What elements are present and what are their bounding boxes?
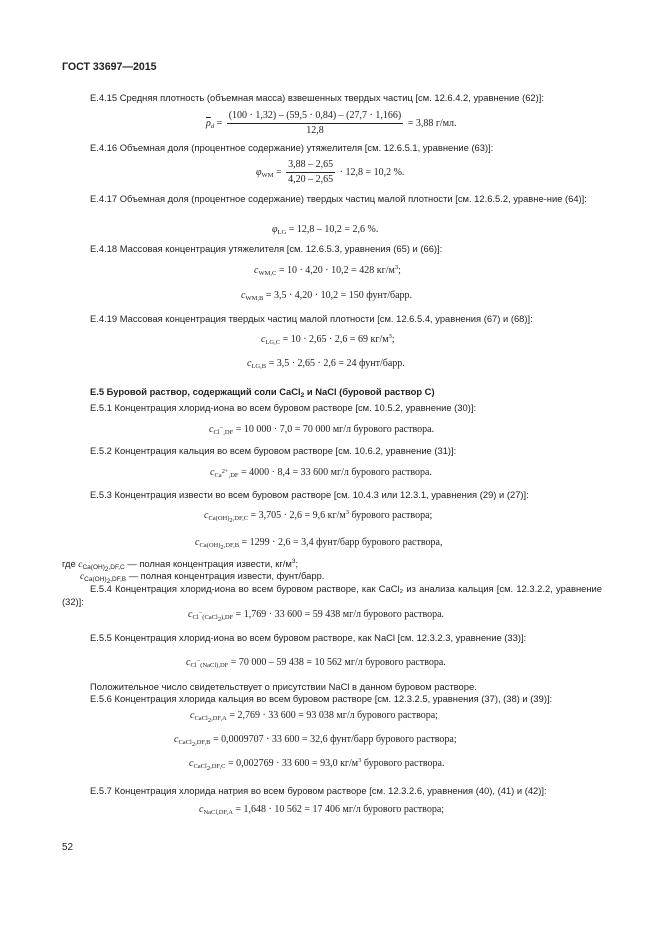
fraction-denominator: 12,8 <box>306 125 324 136</box>
formula-sub: Ca(OH) <box>199 542 221 549</box>
formula-result: = 3,88 г/мл. <box>407 117 457 129</box>
formula-e4-19-b <box>247 358 405 370</box>
where-symbol: c <box>80 572 85 582</box>
heading-part: и NaCl (буровой раствор C) <box>304 386 435 397</box>
formula-lhs-symbol: c <box>241 290 246 301</box>
paragraph-e4-16: E.4.16 Объемная доля (процентное содержание) утяжелителя [см. 12.6.5.1, уравнение (63)]: <box>90 142 494 153</box>
formula-lhs-symbol: c <box>199 804 204 815</box>
paragraph-e4-19: E.4.19 Массовая концентрация твердых частиц малой плотности [см. 12.6.5.4, уравнения (67) и (68)]: <box>90 313 533 324</box>
paragraph-e4-17: E.4.17 Объемная доля (процентное содержание) твердых частиц малой плотности [см. 12.6.5.2, уравне-ние (64)]: <box>90 193 587 204</box>
formula-sub: ,DF <box>228 472 239 479</box>
formula-sub: ,DF,C <box>108 564 125 571</box>
paragraph-e4-15: E.4.15 Средняя плотность (объемная масса) взвешенных твердых частиц [см. 12.6.4.2, уравнение (62)]: <box>90 92 544 103</box>
paragraph-e5-5: E.5.5 Концентрация хлорид-иона во всем буровом растворе, как NaCl [см. 12.3.2.3, уравнение (33)]: <box>90 632 527 643</box>
formula-sub: NaCl,DF,A <box>203 809 233 816</box>
formula-end: бурового раствора. <box>361 758 445 769</box>
formula-end: ; <box>391 334 395 345</box>
formula-e5-6-a <box>190 710 438 722</box>
formula-sub: (CaCl <box>202 614 218 621</box>
section-heading-e5 <box>90 386 435 398</box>
heading-sub: 2 <box>300 392 305 399</box>
formula-rhs: = 3,5 · 4,20 · 10,2 = 150 фунт/барр. <box>265 290 413 301</box>
fraction-numerator: 3,88 – 2,65 <box>286 159 335 173</box>
formula-sub: 2 <box>191 741 196 748</box>
formula-rhs: = 4000 · 8,4 = 33 600 мг/л бурового раствора. <box>241 467 432 478</box>
formula-sub: ,DF <box>223 429 234 436</box>
formula-sub: 2 <box>217 616 222 623</box>
formula-e5-1 <box>209 424 434 436</box>
formula-e4-17 <box>272 224 378 236</box>
formula-e4-15: $\overline{\rho}_d$ = $\frac{(100 \cdot 1,32) - (59,5 \cdot 0,84) - (27,7 \cdot 1,166)}{12,8}$ = 3,88 г/мл. <box>206 110 457 136</box>
formula-sub: Cl <box>190 662 197 669</box>
formula-rhs: = 1,648 · 10 562 = 17 406 мг/л бурового раствора; <box>235 804 445 815</box>
formula-sub: ,DF,A <box>211 715 227 722</box>
paragraph-e5-3: E.5.3 Концентрация извести во всем буровом растворе [см. 10.4.3 или 12.3.1, уравнения (29) и (27)]: <box>90 489 529 500</box>
formula-lhs-symbol: $\overline{\rho}$ <box>206 117 211 129</box>
formula-rhs: = 70 000 – 59 438 = 10 562 мг/л бурового раствора. <box>230 657 446 668</box>
formula-rhs: = 2,769 · 33 600 = 93 038 мг/л бурового раствора; <box>229 710 438 721</box>
formula-lhs-symbol: c <box>190 710 195 721</box>
formula-fraction <box>286 159 335 186</box>
formula-lhs-symbol: c <box>188 609 193 620</box>
formula-lhs-sub: LG,B <box>251 363 267 370</box>
formula-lhs-sub: LG,C <box>265 339 281 346</box>
formula-lhs-symbol: c <box>210 467 215 478</box>
formula-sub: CaCl <box>178 739 192 746</box>
formula-sub: Cl <box>213 429 220 436</box>
formula-e4-18-b <box>241 290 412 302</box>
heading-part: E.5 Буровой раствор, содержащий соли CaCl <box>90 386 301 397</box>
formula-result: · 12,8 = 10,2 %. <box>339 166 405 178</box>
where-sup: 3 <box>291 558 296 565</box>
formula-sup: 3 <box>358 757 362 764</box>
formula-e5-6-b <box>174 734 457 746</box>
formula-end: ; <box>398 265 401 276</box>
formula-sub: Ca(OH) <box>84 576 107 583</box>
formula-sub: 2 <box>206 765 211 772</box>
formula-rhs: = 0,002769 · 33 600 = 93,0 кг/м <box>227 758 359 769</box>
formula-lhs-sub: WM,B <box>245 295 264 302</box>
where-line-2 <box>80 570 324 583</box>
where-text: — полная концентрация извести, фунт/барр. <box>126 570 325 581</box>
formula-fraction <box>227 110 403 137</box>
formula-lhs-symbol: c <box>189 758 194 769</box>
formula-e5-3-c <box>204 510 432 522</box>
formula-sub: 2 <box>229 517 233 524</box>
fraction-numerator: (100 · 1,32) – (59,5 · 0,84) – (27,7 · 1,166) <box>227 110 403 124</box>
formula-sub: Ca <box>214 472 222 479</box>
formula-e5-6-c <box>189 758 444 770</box>
formula-lhs-symbol: c <box>195 537 200 548</box>
formula-lhs-symbol: c <box>261 334 266 345</box>
formula-rhs: = 1299 · 2,6 = 3,4 фунт/барр бурового раствора, <box>241 537 443 548</box>
formula-lhs-sub: WM,C <box>258 270 277 277</box>
formula-sub-sup: − <box>219 425 224 432</box>
formula-lhs-symbol: c <box>186 657 191 668</box>
formula-lhs-symbol: c <box>174 734 179 745</box>
formula-sub: ),DF <box>221 614 234 621</box>
formula-rhs: = 0,0009707 · 33 600 = 32,6 фунт/барр бурового раствора; <box>212 734 457 745</box>
formula-sub-sup: 2+ <box>221 468 229 475</box>
formula-sub: ,DF,B <box>195 739 211 746</box>
formula-lhs-symbol: φ <box>256 166 262 178</box>
formula-sub: 2 <box>104 566 109 573</box>
formula-e4-19-c <box>261 334 395 346</box>
formula-e5-2 <box>210 467 432 479</box>
formula-lhs-symbol: c <box>247 358 252 369</box>
where-prefix: где <box>62 558 79 569</box>
formula-lhs-symbol: c <box>254 265 259 276</box>
paragraph-e5-1: E.5.1 Концентрация хлорид-иона во всем буровом растворе [см. 10.5.2, уравнение (30)]: <box>90 402 477 413</box>
formula-sub-sup: − <box>198 610 203 617</box>
formula-e4-18-c <box>254 265 401 277</box>
where-symbol: c <box>78 560 83 570</box>
formula-lhs-symbol: c <box>204 510 209 521</box>
where-text: — полная концентрация извести, кг/м <box>124 558 292 569</box>
formula-lhs-sub: WM <box>261 171 274 179</box>
formula-sub: ,DF,C <box>210 763 226 770</box>
note-paragraph: Положительное число свидетельствует о присутствии NaCl в данном буровом растворе. <box>90 681 477 692</box>
formula-sub: Ca(OH) <box>82 564 105 571</box>
formula-sub: 2 <box>220 544 224 551</box>
formula-lhs-symbol: c <box>209 424 214 435</box>
formula-sub: CaCl <box>193 763 207 770</box>
formula-sub: (NaCl),DF <box>200 662 229 669</box>
formula-e4-16: $\varphi_{WM}$ = $\frac{3,88 - 2,65}{4,20 - 2,65}$ · 12,8 = 10,2 %. <box>256 159 405 185</box>
formula-sub: 2 <box>106 578 111 585</box>
paragraph-e5-7: E.5.7 Концентрация хлорида натрия во всем буровом растворе [см. 12.3.2.6, уравнения (40), (41) и (42)]: <box>90 785 547 796</box>
formula-sup: 3 <box>394 264 399 271</box>
formula-sub: CaCl <box>194 715 208 722</box>
formula-rhs: = 1,769 · 33 600 = 59 438 мг/л бурового раствора. <box>235 609 445 620</box>
formula-sub-sup: − <box>196 658 201 665</box>
formula-e5-5 <box>186 657 446 669</box>
paragraph-e4-18: E.4.18 Массовая концентрация утяжелителя [см. 12.6.5.3, уравнения (65) и (66)]: <box>90 243 443 254</box>
formula-e5-7 <box>199 804 444 816</box>
formula-lhs-sub: LG <box>277 229 287 236</box>
formula-e5-4 <box>188 609 444 621</box>
formula-rhs: = 12,8 – 10,2 = 2,6 %. <box>288 224 379 235</box>
paragraph-e5-4: E.5.4 Концентрация хлорид-иона во всем буровом растворе, как CaCl₂ из анализа кальция [см. 12.3.2.2, уравнение (32)]: <box>62 583 602 607</box>
formula-sub: Ca(OH) <box>208 515 230 522</box>
formula-lhs-sub: d <box>210 122 215 130</box>
formula-sup: 3 <box>345 509 349 516</box>
document-header: ГОСТ 33697—2015 <box>62 61 157 73</box>
page-number: 52 <box>62 842 74 853</box>
formula-sub: ,DF,B <box>110 576 127 583</box>
formula-rhs: = 10 · 2,65 · 2,6 = 69 кг/м <box>282 334 389 345</box>
formula-sub: Cl <box>192 614 199 621</box>
where-end: ; <box>295 558 299 569</box>
paragraph-e5-2: E.5.2 Концентрация кальция во всем буровом растворе [см. 10.6.2, уравнение (31)]: <box>90 445 457 456</box>
formula-rhs: = 10 000 · 7,0 = 70 000 мг/л бурового раствора. <box>235 424 435 435</box>
formula-sub: ,DF,C <box>232 515 249 522</box>
formula-sub: 2 <box>207 717 212 724</box>
formula-rhs: = 3,5 · 2,65 · 2,6 = 24 фунт/барр. <box>268 358 405 369</box>
formula-lhs-symbol: φ <box>272 224 278 235</box>
formula-rhs: = 3,705 · 2,6 = 9,6 кг/м <box>250 510 346 521</box>
formula-end: бурового раствора; <box>348 510 433 521</box>
fraction-denominator: 4,20 – 2,65 <box>288 174 334 185</box>
paragraph-e5-6: E.5.6 Концентрация хлорида кальция во всем буровом растворе [см. 12.3.2.5, уравнения (37), (38) и (39)]: <box>90 693 553 704</box>
formula-rhs: = 10 · 4,20 · 10,2 = 428 кг/м <box>278 265 395 276</box>
formula-sup: 3 <box>388 333 392 340</box>
formula-sub: ,DF,B <box>223 542 240 549</box>
formula-e5-3-b <box>195 537 442 549</box>
